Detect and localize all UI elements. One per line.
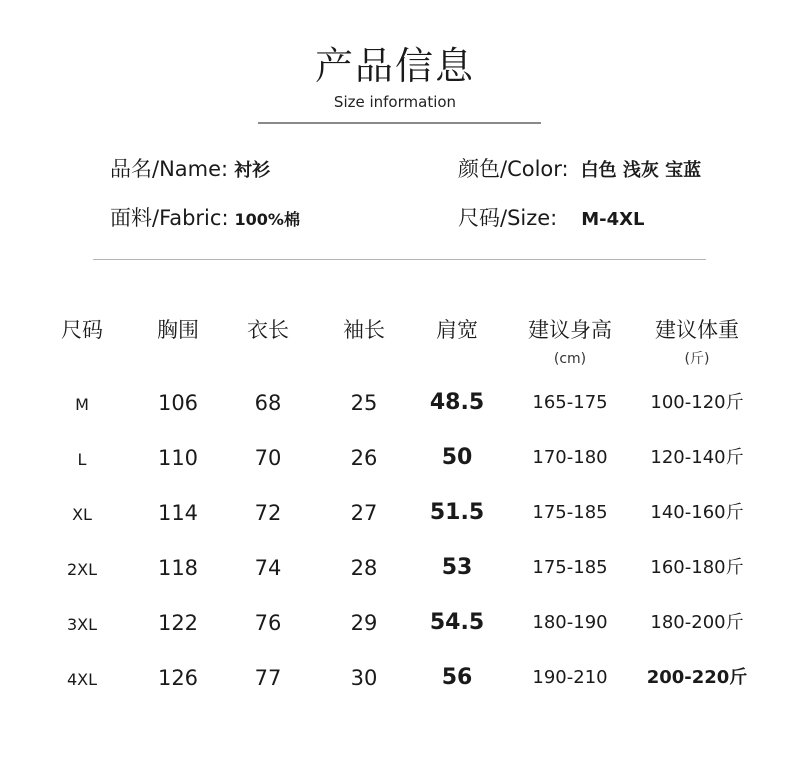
table-cell-chest-row6: 126 (157, 666, 199, 690)
header-weight: 建议体重 (655, 318, 739, 342)
header-sleeve: 袖长 (343, 318, 385, 342)
table-cell-chest-row5: 122 (157, 611, 199, 635)
header-chest: 胸围 (157, 318, 199, 342)
product-fabric-line (110, 204, 300, 234)
product-color-line (458, 155, 701, 185)
header-length: 衣长 (247, 318, 289, 342)
table-cell-sleeve-row2: 26 (350, 446, 378, 470)
page-title: 产品信息 (314, 44, 475, 88)
table-cell-size-row6: 4XL (66, 670, 98, 689)
product-fabric-label: 面料/Fabric: (110, 206, 229, 230)
header-height: 建议身高 (528, 318, 612, 342)
header-size: 尺码 (61, 318, 103, 342)
table-cell-chest-row1: 106 (157, 391, 199, 415)
table-cell-size-row4: 2XL (66, 560, 98, 579)
table-cell-shoulder-row5: 54.5 (429, 610, 485, 635)
table-cell-chest-row4: 118 (157, 556, 199, 580)
product-name-value: 衬衫 (234, 160, 271, 181)
table-cell-length-row1: 68 (254, 391, 282, 415)
product-color-value: 白色 浅灰 宝蓝 (580, 160, 702, 181)
table-cell-size-row1: M (75, 395, 89, 414)
page-subtitle: Size information (333, 93, 457, 111)
table-cell-shoulder-row1: 48.5 (429, 390, 485, 415)
table-cell-length-row4: 74 (254, 556, 282, 580)
table-cell-weight-row4: 160-180斤 (650, 557, 744, 578)
table-cell-shoulder-row2: 50 (441, 445, 473, 470)
header-height-unit: (cm) (553, 351, 587, 367)
table-cell-height-row4: 175-185 (532, 557, 608, 578)
table-cell-height-row6: 190-210 (532, 667, 608, 688)
table-cell-weight-row5: 180-200斤 (650, 612, 744, 633)
table-cell-shoulder-row6: 56 (441, 665, 473, 690)
table-cell-shoulder-row4: 53 (441, 555, 473, 580)
section-divider (93, 259, 706, 260)
table-cell-weight-row2: 120-140斤 (650, 447, 744, 468)
table-cell-sleeve-row3: 27 (350, 501, 378, 525)
product-size-label: 尺码/Size: (458, 206, 558, 230)
table-cell-weight-row6: 200-220斤 (646, 667, 748, 688)
product-size-line (458, 204, 645, 234)
table-cell-height-row3: 175-185 (532, 502, 608, 523)
product-name-label: 品名/Name: (110, 157, 229, 181)
table-cell-weight-row3: 140-160斤 (650, 502, 744, 523)
table-cell-chest-row3: 114 (157, 501, 199, 525)
header-shoulder: 肩宽 (436, 318, 478, 342)
table-cell-length-row2: 70 (254, 446, 282, 470)
table-cell-height-row2: 170-180 (532, 447, 608, 468)
table-cell-sleeve-row6: 30 (350, 666, 378, 690)
table-cell-size-row5: 3XL (66, 615, 98, 634)
table-cell-sleeve-row1: 25 (350, 391, 378, 415)
product-color-label: 颜色/Color: (458, 157, 569, 181)
table-cell-weight-row1: 100-120斤 (650, 392, 744, 413)
table-cell-shoulder-row3: 51.5 (429, 500, 485, 525)
table-cell-sleeve-row5: 29 (350, 611, 378, 635)
table-cell-height-row1: 165-175 (532, 392, 608, 413)
product-size-value: M-4XL (581, 209, 645, 230)
table-cell-size-row2: L (77, 450, 87, 469)
header-weight-unit: (斤) (684, 351, 710, 367)
table-cell-sleeve-row4: 28 (350, 556, 378, 580)
table-cell-chest-row2: 110 (157, 446, 199, 470)
table-cell-length-row6: 77 (254, 666, 282, 690)
table-cell-height-row5: 180-190 (532, 612, 608, 633)
table-cell-size-row3: XL (72, 505, 92, 524)
title-divider (258, 122, 541, 124)
table-cell-length-row5: 76 (254, 611, 282, 635)
table-cell-length-row3: 72 (254, 501, 282, 525)
product-fabric-value: 100%棉 (234, 210, 300, 229)
product-name-line (110, 155, 270, 185)
